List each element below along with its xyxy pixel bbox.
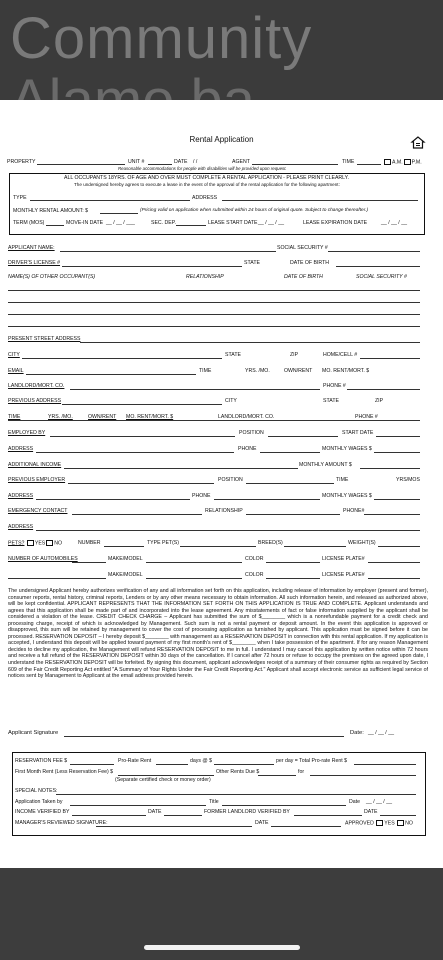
label-date: DATE — [174, 159, 188, 165]
label-state-3: STATE — [323, 398, 339, 404]
pricing-note: (Pricing valid on application when submitted within 24 hours of original quote. Subject to change thereafter.) — [140, 208, 369, 213]
label-ssn-2: SOCIAL SECURITY # — [356, 274, 407, 280]
home-indicator[interactable] — [144, 945, 300, 950]
label-applicant-name: APPLICANT NAME: — [8, 245, 55, 251]
label-address-3: ADDRESS — [8, 524, 34, 530]
label-lease-start: LEASE START DATE — [208, 220, 258, 226]
label-email: EMAIL — [8, 368, 24, 374]
label-type: TYPE — [13, 195, 27, 201]
label-breed: BREED(S) — [258, 540, 283, 546]
label-city: CITY — [8, 352, 20, 358]
label-position-2: POSITION — [218, 477, 243, 483]
authorization-paragraph: The undersigned Applicant hereby authorizes verification of any and all information set forth on this application, including release of information by employer (present and former), consumer reports, rental history, criminal reports, Lenders or by any other means necessary to obtain information. All such information herein, and released as authorized above, will be kept confidential. APPLICANT REPRESENTS THAT THE INFORMATION SET FORTH ON THIS APPLICATION IS TRUE AND COMPLETE. Applicant understands and agrees that this application shall be made part of and incorporated into the lease agreement. Any misstatements of fact or false information supplied by the applicant shall be considered a violation of the lease. CREDIT CHECK CHARGE – Applicant has submitted the sum of $________ which is a nonrefundable payment for a credit check and processing charge, receipt of which is acknowledged by Management. Such sum is not a rental payment or deposit amount. In the event this application is approved or disapproved, this sum will be retained by management to cover the cost of processing application as furnished by applicant. This application must be signed before it can be processed. RESERVATION DEPOSIT – I hereby deposit $________ with management as a RESERVATION DEPOSIT in connection with this rental application. If my application is accepted, I understand this deposit will be applied toward payment of my first month's rent of $________ when I take possession of the apartment. If for any reason Management decides to decline my application, the Management will refund RESERVATION DEPOSIT to me in full. I understand I may cancel this application by written notice within 72 hours and receive a full refund of the RESERVATION DEPOSIT within 30 days of the cancellation. If I cancel after 72 hours or refuse to occupy the premises on the agreed upon date, I understand the RESERVATION DEPOSIT will be forfeited. By signing this document, applicant acknowledges receipt of a summary of their consumer rights as required by Section 609 of the Fair Credit Reporting Act entitled "A Summary of Your Rights Under the Fair Credit Reporting Act." Applicant shall accept electronic service as sufficient legal service of notices sent by Management to Applicant at the email address provided herein. — [8, 588, 428, 680]
label-own-rent: OWN/RENT — [284, 368, 313, 374]
label-previous-employer: PREVIOUS EMPLOYER — [8, 477, 66, 483]
label-weight: WEIGHT(S) — [348, 540, 376, 546]
label-pet-type: TYPE PET(S) — [147, 540, 179, 546]
agree-notice: The undersigned hereby agrees to execute a lease in the event of the approval of the rental application for the following apartment: — [74, 182, 340, 187]
label-zip-2: ZIP — [375, 398, 384, 404]
label-special-notes: SPECIAL NOTES: — [15, 788, 58, 794]
label-time-3: TIME — [8, 414, 21, 420]
label-phone-4: PHONE — [192, 493, 211, 499]
label-state: STATE — [244, 260, 260, 266]
label-other-rents: Other Rents Due $ — [216, 769, 260, 775]
label-yrs-mos: YRS/MOS — [396, 477, 420, 483]
pets-row[interactable]: PETS? YES NO — [8, 540, 63, 547]
label-monthly-wages-2: MONTHLY WAGES $ — [322, 493, 372, 499]
label-reservation-fee: RESERVATION FEE $ — [15, 758, 68, 764]
label-color-2: COLOR — [245, 572, 264, 578]
label-city-2: CITY — [225, 398, 237, 404]
label-days: days @ $ — [190, 758, 212, 764]
label-previous-address: PREVIOUS ADDRESS — [8, 398, 62, 404]
label-mo-rent-2: MO. RENT/MORT. $ — [126, 414, 174, 420]
label-monthly-wages: MONTHLY WAGES $ — [322, 446, 372, 452]
label-lease-exp: LEASE EXPIRATION DATE — [303, 220, 368, 226]
label-relationship: RELATIONSHIP — [186, 274, 224, 280]
label-monthly-rent: MONTHLY RENTAL AMOUNT: $ — [13, 208, 89, 214]
label-date-4: DATE — [255, 820, 269, 826]
label-address: ADDRESS — [8, 446, 34, 452]
separate-check-note: (Separate certified check or money order) — [115, 777, 211, 783]
label-phone-2: PHONE # — [355, 414, 378, 420]
banner — [0, 0, 443, 100]
label-time-4: TIME — [336, 477, 349, 483]
equal-housing-icon — [411, 136, 425, 150]
label-license-plate-2: LICENSE PLATE# — [322, 572, 365, 578]
label-signature-date: Date: — [350, 730, 364, 736]
label-emergency-contact: EMERGENCY CONTACT — [8, 508, 68, 514]
label-per-day: per day = Total Pro-rate Rent $ — [276, 758, 347, 764]
label-additional-income: ADDITIONAL INCOME — [8, 462, 62, 468]
label-phone-3: PHONE — [238, 446, 257, 452]
doc-title: Rental Application — [189, 135, 254, 144]
label-yrs-mo: YRS. /MO. — [245, 368, 270, 374]
label-dob-2: DATE OF BIRTH — [284, 274, 323, 280]
rental-application-document: Rental Application PROPERTY UNIT # DATE / / AGENT TIME A.M. P.M. Reasonable accommodations for people with disabilities will be provided upon request. ALL OCCUPANTS 18YRS. OF AGE AND OVER MUST COMPLETE A RENTAL APPLICATION - PLEASE PRINT CLEARLY. The undersigned hereby agrees to execute a lease in the event of the approval of the rental application for the following apartment: TYPE ADDRESS MONTHLY RENTAL AMOUNT: $ (Pricing valid on application when submitted within 24 hours of original quote. Subject to change thereafter.) TERM (MOS) MOVE-IN DATE __ / __ / ___ SEC. DEP. LEASE START DATE __ / __ / __ LEASE EXPIRATION DATE __ / __ / __ APPLICANT NAME: SOCIAL SECURITY # DRIVER'S LICENSE # STATE DATE OF BIRTH NAME(S) OF OTHER OCCUPANT(S) RELATIONSHIP DATE OF BIRTH SOCIAL SECURITY # PRESENT STREET ADDRESS CITY STATE ZIP HOME/CELL # EMAIL TIME YRS. /MO. OWN/RENT MO. RENT/MORT. $ LANDLORD/MORT. CO. PHONE # PREVIOUS ADDRESS CITY STATE ZIP TIME YRS. /MO. OWN/RENT MO. RENT/MORT. $ LANDLORD/MORT. CO. PHONE # EMPLOYED BY POSITION START DATE ADDRESS PHONE MONTHLY WAGES $ ADDITIONAL INCOME MONTHLY AMOUNT $ PREVIOUS EMPLOYER POSITION TIME YRS/MOS ADDRESS PHONE MONTHLY WAGES $ EMERGENCY CONTACT RELATIONSHIP PHONE# ADDRESS PETS? YES NO NUMBER TYPE PET(S) BREED(S) WEIGHT(S) NUMBER OF AUTOMOBILES MAKE/MODEL COLOR LICENSE PLATE# MAKE/MODEL COLOR LICENSE PLATE# The undersigned Applicant hereby authorizes verification of any and all information set forth on this application, including release of information by employer (present and former), consumer reports, rental history, criminal reports, Lenders or by any other means necessary to obtain information. All such information herein, and released as authorized above, will be kept confidential. APPLICANT REPRESENTS THAT THE INFORMATION SET FORTH ON THIS APPLICATION IS TRUE AND COMPLETE. Applicant understands and agrees that this application shall be made part of and incorporated into the lease agreement. Any misstatements of fact or false information supplied by the applicant shall be considered a violation of the lease. CREDIT CHECK CHARGE – Applicant has submitted the sum of $________ which is a nonrefundable payment for a credit check and processing charge, receipt of which is acknowledged by Management. Such sum is not a rental payment or deposit amount. In the event this application is approved or disapproved, this sum will be retained by management to cover the cost of processing application as furnished by applicant. This application must be signed before it can be processed. RESERVATION DEPOSIT – I hereby deposit $________ with management as a RESERVATION DEPOSIT in connection with this rental application. If my application is accepted, I understand this deposit will be applied toward payment of my first month's rent of $________ when I take possession of the apartment. If for any reason Management decides to decline my application, the Management will refund RESERVATION DEPOSIT to me in full. I understand I may cancel this application by written notice within 72 hours and receive a full refund of the RESERVATION DEPOSIT within 30 days of the cancellation. If I cancel after 72 hours or refuse to occupy the premises on the agreed upon date, I understand the RESERVATION DEPOSIT will be forfeited. By signing this document, applicant acknowledges receipt of a summary of their consumer rights as required by Section 609 of the Fair Credit Reporting Act entitled "A Summary of Your Rights Under the Fair Credit Reporting Act." Applicant shall accept electronic service as sufficient legal service of notices sent by Management to Applicant at the email address provided herein. Applicant Signature Date: __ / __ / __ RESERVATION FEE $ Pro-Rate Rent days @ $ per day = Total Pro-rate Rent $ First Month Rent (Less Reservation Fee) $ Other Rents Due $ for (Separate certified check or money order) SPECIAL NOTES: Application Taken by Title Date __ / __ / __ INCOME VERIFIED BY DATE FORMER LANDLORD VERIFIED BY DATE MANAGER'S REVIEWED SIGNATURE: DATE APPROVED YES NO — [0, 100, 443, 868]
ampm-checkboxes[interactable]: A.M. P.M. — [383, 159, 422, 165]
label-unit: UNIT # — [128, 159, 145, 165]
label-present-address: PRESENT STREET ADDRESS — [8, 336, 81, 342]
label-move-in: MOVE-IN DATE — [66, 220, 104, 226]
label-sec-dep: SEC. DEP. — [151, 220, 176, 226]
label-monthly-amount: MONTHLY AMOUNT $ — [299, 462, 352, 468]
label-make-model-2: MAKE/MODEL — [108, 572, 143, 578]
occupants-notice: ALL OCCUPANTS 18YRS. OF AGE AND OVER MUST COMPLETE A RENTAL APPLICATION - PLEASE PRINT CLEARLY. — [64, 175, 349, 181]
label-time-2: TIME — [199, 368, 212, 374]
label-address-2: ADDRESS — [8, 493, 34, 499]
label-ssn: SOCIAL SECURITY # — [277, 245, 328, 251]
reasonable-note: Reasonable accommodations for people with disabilities will be provided upon request. — [118, 166, 287, 171]
approved-row[interactable]: APPROVED YES NO — [345, 820, 413, 827]
label-office-date: Date — [349, 799, 360, 805]
label-pet-number: NUMBER — [78, 540, 101, 546]
label-color: COLOR — [245, 556, 264, 562]
label-automobiles: NUMBER OF AUTOMOBILES — [8, 556, 78, 562]
label-box-address: ADDRESS — [192, 195, 218, 201]
label-own-rent-2: OWN/RENT — [88, 414, 117, 420]
label-prorate-rent: Pro-Rate Rent — [118, 758, 152, 764]
label-zip: ZIP — [290, 352, 299, 358]
label-position: POSITION — [239, 430, 264, 436]
label-title: Title — [209, 799, 219, 805]
label-other-occupants: NAME(S) OF OTHER OCCUPANT(S) — [8, 274, 96, 280]
label-license-plate: LICENSE PLATE# — [322, 556, 365, 562]
label-time: TIME — [342, 159, 355, 165]
label-start-date: START DATE — [342, 430, 374, 436]
label-state-2: STATE — [225, 352, 241, 358]
banner-title: Community — [10, 6, 313, 71]
label-drivers-license: DRIVER'S LICENSE # — [8, 260, 61, 266]
label-income-verified: INCOME VERIFIED BY — [15, 809, 70, 815]
label-date-3: DATE — [364, 809, 378, 815]
label-phone-5: PHONE# — [343, 508, 365, 514]
label-first-month: First Month Rent (Less Reservation Fee) $ — [15, 769, 114, 775]
label-term: TERM (MOS) — [13, 220, 45, 226]
label-for: for — [298, 769, 305, 775]
label-phone: PHONE # — [323, 383, 346, 389]
label-date-2: DATE — [148, 809, 162, 815]
label-taken-by: Application Taken by — [15, 799, 63, 805]
label-make-model: MAKE/MODEL — [108, 556, 143, 562]
label-manager-signature: MANAGER'S REVIEWED SIGNATURE: — [15, 820, 108, 826]
label-yrs-mo-2: YRS. /MO. — [48, 414, 73, 420]
signature-line[interactable] — [64, 736, 344, 737]
label-applicant-signature: Applicant Signature — [8, 730, 59, 736]
label-property: PROPERTY — [7, 159, 36, 165]
label-landlord-2: LANDLORD/MORT. CO. — [218, 414, 275, 420]
label-agent: AGENT — [232, 159, 250, 165]
label-home-cell: HOME/CELL # — [323, 352, 358, 358]
label-relationship-2: RELATIONSHIP — [205, 508, 243, 514]
label-mo-rent: MO. RENT/MORT. $ — [322, 368, 370, 374]
label-employed-by: EMPLOYED BY — [8, 430, 46, 436]
label-dob: DATE OF BIRTH — [290, 260, 330, 266]
label-former-landlord: FORMER LANDLORD VERIFIED BY — [204, 809, 290, 815]
label-landlord: LANDLORD/MORT. CO. — [8, 383, 65, 389]
